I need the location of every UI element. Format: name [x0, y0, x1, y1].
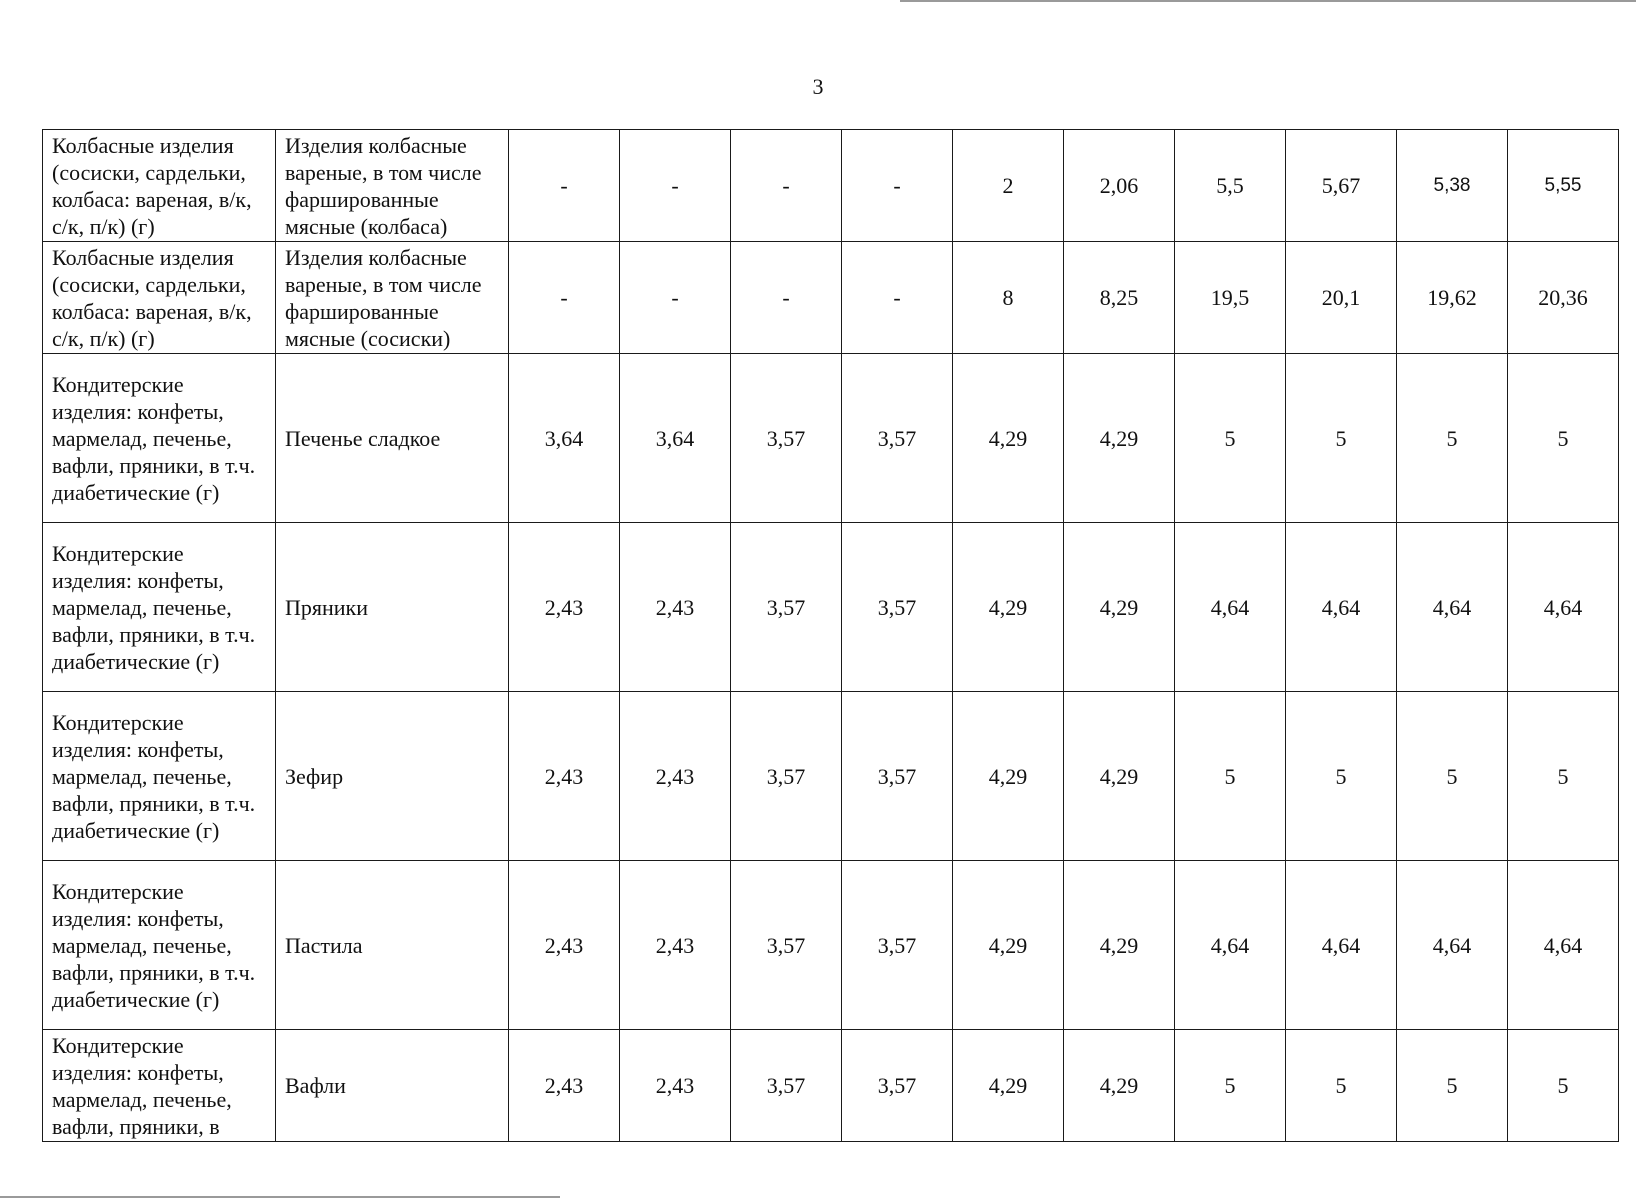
- value-cell: 3,57: [842, 861, 953, 1030]
- item-cell: Зефир: [276, 692, 509, 861]
- value-cell: 5,55: [1508, 130, 1619, 242]
- value-cell: 4,64: [1397, 523, 1508, 692]
- category-cell: Колбасные изделия (сосиски, сардельки, колбаса: вареная, в/к, с/к, п/к) (г): [43, 242, 276, 354]
- value-cell: 2,43: [509, 523, 620, 692]
- value-cell: 4,64: [1508, 523, 1619, 692]
- value-cell: 3,57: [731, 692, 842, 861]
- value-cell: 4,64: [1286, 861, 1397, 1030]
- value-cell: 4,29: [1064, 692, 1175, 861]
- value-cell: 4,29: [953, 523, 1064, 692]
- category-cell: Кондитерские изделия: конфеты, мармелад, печенье, вафли, пряники, в т.ч. диабетические (г): [43, 523, 276, 692]
- value-cell: 2: [953, 130, 1064, 242]
- value-cell: -: [842, 130, 953, 242]
- value-cell: 8,25: [1064, 242, 1175, 354]
- table-row: [43, 692, 1619, 861]
- table-row: [43, 861, 1619, 1030]
- value-cell: -: [731, 130, 842, 242]
- item-cell: Печенье сладкое: [276, 354, 509, 523]
- value-cell: 2,43: [620, 861, 731, 1030]
- value-cell: 5,67: [1286, 130, 1397, 242]
- value-cell: 5: [1175, 692, 1286, 861]
- value-cell: -: [509, 242, 620, 354]
- value-cell: -: [731, 242, 842, 354]
- value-cell: 5: [1397, 1030, 1508, 1142]
- value-cell: 5: [1508, 354, 1619, 523]
- value-cell: 3,57: [842, 354, 953, 523]
- value-cell: 3,57: [842, 692, 953, 861]
- scan-artifact-bottom-line: [0, 1196, 560, 1198]
- value-cell: 5: [1397, 692, 1508, 861]
- table-row: [43, 523, 1619, 692]
- value-cell: 2,06: [1064, 130, 1175, 242]
- value-cell: 4,29: [1064, 861, 1175, 1030]
- nutrition-norms-table: [42, 129, 1619, 1142]
- value-cell: 3,57: [731, 354, 842, 523]
- value-cell: 4,29: [953, 861, 1064, 1030]
- value-cell: 4,29: [953, 1030, 1064, 1142]
- value-cell: 5,38: [1397, 130, 1508, 242]
- value-cell: 2,43: [509, 1030, 620, 1142]
- value-cell: 2,43: [620, 1030, 731, 1142]
- value-cell: 20,1: [1286, 242, 1397, 354]
- page-number: 3: [812, 74, 824, 99]
- value-cell: -: [620, 242, 731, 354]
- value-cell: 4,64: [1175, 861, 1286, 1030]
- value-cell: 3,57: [731, 861, 842, 1030]
- category-cell: Кондитерские изделия: конфеты, мармелад, печенье, вафли, пряники, в т.ч. диабетические (г): [43, 354, 276, 523]
- value-cell: 4,29: [1064, 1030, 1175, 1142]
- table-row: [43, 242, 1619, 354]
- value-cell: 5: [1286, 692, 1397, 861]
- category-cell: Колбасные изделия (сосиски, сардельки, колбаса: вареная, в/к, с/к, п/к) (г): [43, 130, 276, 242]
- value-cell: 4,29: [953, 692, 1064, 861]
- table-row: [43, 130, 1619, 242]
- value-cell: 3,57: [842, 1030, 953, 1142]
- category-cell: Кондитерские изделия: конфеты, мармелад, печенье, вафли, пряники, в т.ч. диабетические (г): [43, 692, 276, 861]
- table-row: [43, 354, 1619, 523]
- value-cell: 5,5: [1175, 130, 1286, 242]
- value-cell: 2,43: [509, 861, 620, 1030]
- value-cell: 3,57: [731, 523, 842, 692]
- value-cell: 4,29: [1064, 354, 1175, 523]
- value-cell: 4,29: [1064, 523, 1175, 692]
- table-row: [43, 1030, 1619, 1142]
- value-cell: 3,64: [620, 354, 731, 523]
- value-cell: 5: [1175, 354, 1286, 523]
- value-cell: 4,64: [1175, 523, 1286, 692]
- item-cell: Изделия колбасные вареные, в том числе фаршированные мясные (сосиски): [276, 242, 509, 354]
- value-cell: 5: [1286, 1030, 1397, 1142]
- value-cell: -: [620, 130, 731, 242]
- value-cell: 3,57: [842, 523, 953, 692]
- value-cell: 4,64: [1508, 861, 1619, 1030]
- value-cell: 5: [1508, 1030, 1619, 1142]
- item-cell: Пастила: [276, 861, 509, 1030]
- value-cell: 8: [953, 242, 1064, 354]
- value-cell: 3,57: [731, 1030, 842, 1142]
- value-cell: 2,43: [620, 523, 731, 692]
- value-cell: 4,64: [1286, 523, 1397, 692]
- category-cell: Кондитерские изделия: конфеты, мармелад, печенье, вафли, пряники, в т.ч. диабетические (г): [43, 861, 276, 1030]
- category-cell: Кондитерские изделия: конфеты, мармелад, печенье, вафли, пряники, в: [43, 1030, 276, 1142]
- value-cell: 5: [1508, 692, 1619, 861]
- value-cell: 19,62: [1397, 242, 1508, 354]
- value-cell: -: [509, 130, 620, 242]
- value-cell: 20,36: [1508, 242, 1619, 354]
- value-cell: 5: [1175, 1030, 1286, 1142]
- value-cell: 4,29: [953, 354, 1064, 523]
- value-cell: 2,43: [620, 692, 731, 861]
- item-cell: Изделия колбасные вареные, в том числе фаршированные мясные (колбаса): [276, 130, 509, 242]
- item-cell: Пряники: [276, 523, 509, 692]
- item-cell: Вафли: [276, 1030, 509, 1142]
- value-cell: 5: [1397, 354, 1508, 523]
- scan-artifact-top-line: [900, 0, 1636, 2]
- value-cell: -: [842, 242, 953, 354]
- value-cell: 5: [1286, 354, 1397, 523]
- value-cell: 3,64: [509, 354, 620, 523]
- value-cell: 2,43: [509, 692, 620, 861]
- value-cell: 4,64: [1397, 861, 1508, 1030]
- value-cell: 19,5: [1175, 242, 1286, 354]
